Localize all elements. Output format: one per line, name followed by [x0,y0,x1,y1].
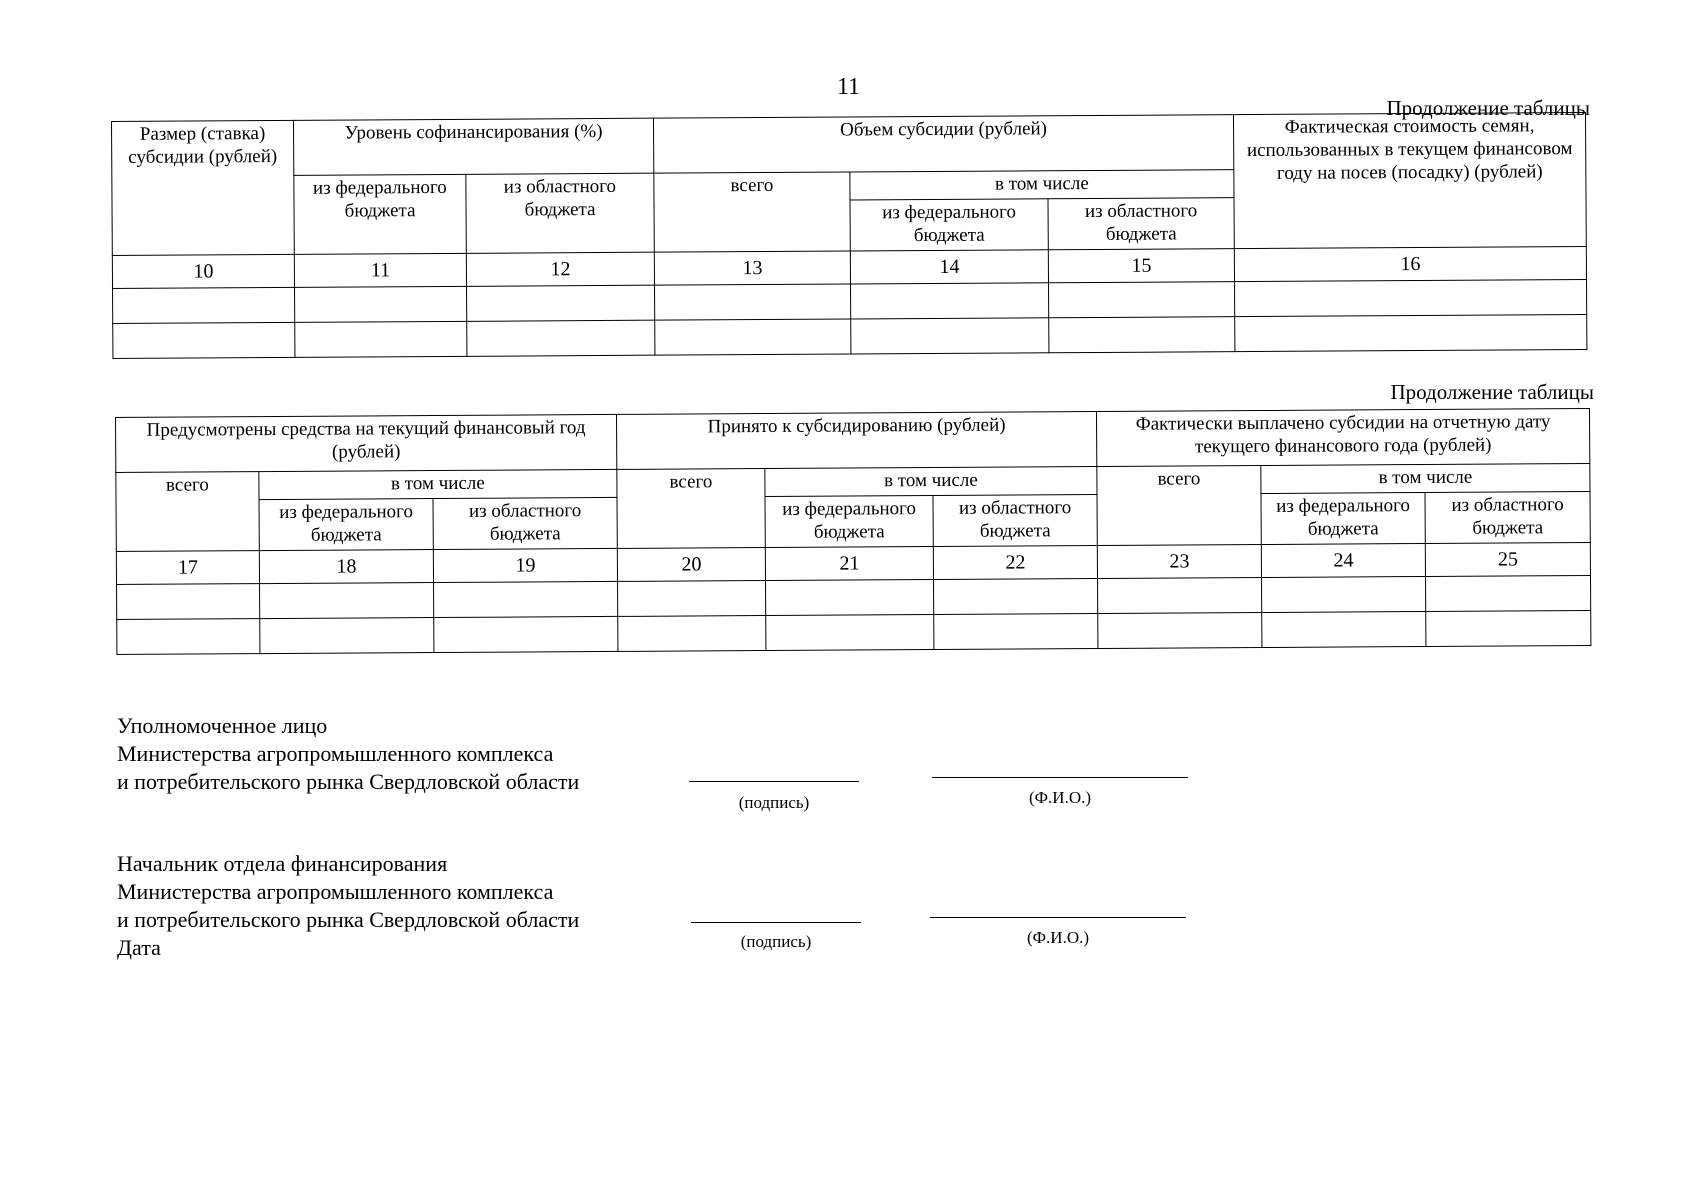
header-cofin-regional: из областного бюджета [466,173,654,253]
empty-cell [1098,577,1262,613]
header-paid-total: всего [1097,466,1261,546]
signature-text-line: Министерства агропромышленного комплекса [117,879,554,904]
empty-cell [655,319,851,355]
column-number: 19 [433,548,617,582]
header-cofin-federal: из федерального бюджета [294,174,466,254]
name-line[interactable] [930,917,1186,918]
header-volume-including: в том числе [850,170,1234,200]
empty-cell [467,320,655,356]
signature-caption: (подпись) [738,793,810,812]
empty-cell [117,618,260,654]
header-provided-including: в том числе [259,469,617,499]
empty-cell [1235,314,1587,351]
empty-cell [618,580,766,616]
empty-cell [1262,576,1426,612]
empty-cell [1049,316,1235,352]
signature-line[interactable] [689,781,859,782]
empty-cell [618,615,766,651]
header-provided-federal: из федерального бюджета [259,498,433,550]
column-number: 17 [116,550,259,584]
signature-text-line: Уполномоченное лицо [117,713,328,738]
header-paid-regional: из областного бюджета [1425,491,1590,543]
header-seed-cost: Фактическая стоимость семян, использованных в текущем финансовом году на посев (посадку) (рублей) [1233,112,1586,248]
column-number: 13 [654,251,850,285]
header-rate: Размер (ставка) субсидии (рублей) [112,120,295,255]
header-accepted-including: в том числе [765,467,1097,497]
name-line[interactable] [932,777,1188,778]
empty-cell [766,614,934,650]
empty-cell [467,285,655,321]
empty-cell [260,617,434,653]
header-accepted-regional: из областного бюджета [933,494,1097,546]
page-number: 11 [836,74,861,100]
header-volume-regional: из областного бюджета [1048,197,1234,249]
empty-cell [295,321,467,357]
continuation-label-1: Продолжение таблицы [1386,96,1590,120]
subsidy-table-2 [115,408,1591,655]
empty-cell [851,318,1049,354]
signature-block-authorized [117,712,579,796]
empty-cell [260,582,434,618]
column-number: 10 [112,254,294,288]
empty-cell [434,616,618,652]
column-number: 25 [1425,542,1590,576]
empty-cell [851,283,1049,319]
name-caption: (Ф.И.О.) [1026,928,1090,947]
empty-cell [1426,575,1591,611]
empty-cell [113,287,295,323]
header-volume-federal: из федерального бюджета [850,199,1048,251]
column-number: 15 [1048,248,1234,282]
empty-cell [113,322,295,358]
empty-cell [1262,611,1426,647]
header-volume-total: всего [654,172,850,252]
empty-cell [1049,281,1235,317]
empty-cell [295,286,467,322]
header-cofinancing: Уровень софинансирования (%) [293,118,653,175]
header-paid-including: в том числе [1261,463,1590,493]
header-accepted-federal: из федерального бюджета [765,495,933,547]
header-provided-total: всего [116,472,259,552]
name-caption: (Ф.И.О.) [1028,788,1092,807]
column-number: 18 [259,549,433,583]
header-accepted: Принято к субсидированию (рублей) [616,412,1096,470]
header-provided: Предусмотрены средства на текущий финансовый год (рублей) [116,414,617,472]
column-number: 22 [933,545,1097,579]
column-number: 20 [617,547,765,581]
header-accepted-total: всего [617,469,765,549]
empty-cell [117,583,260,619]
empty-cell [934,613,1098,649]
column-number: 16 [1234,246,1586,281]
signature-text-line: и потребительского рынка Свердловской области [117,907,580,932]
empty-cell [434,581,618,617]
header-paid-federal: из федерального бюджета [1261,492,1425,544]
subsidy-table-1 [111,112,1587,359]
empty-cell [1426,610,1591,646]
header-provided-regional: из областного бюджета [433,497,617,549]
column-number: 23 [1097,544,1261,578]
header-paid: Фактически выплачено субсидии на отчетную дату текущего финансового года (рублей) [1097,408,1590,466]
continuation-label-2: Продолжение таблицы [1390,380,1594,404]
header-volume: Объем субсидии (рублей) [653,115,1233,174]
column-number: 24 [1261,543,1425,577]
empty-cell [1098,612,1262,648]
signature-text-line: Начальник отдела финансирования [117,851,448,876]
signature-line[interactable] [691,922,861,923]
empty-cell [934,578,1098,614]
column-number: 14 [850,250,1048,284]
signature-text-line: Министерства агропромышленного комплекса [117,741,554,766]
signature-text-line: и потребительского рынка Свердловской области [117,769,580,794]
column-number: 21 [765,546,933,580]
empty-cell [766,579,934,615]
column-number: 11 [294,253,466,287]
column-number: 12 [466,252,654,286]
empty-cell [655,284,851,320]
date-label: Дата [117,935,161,960]
empty-cell [1235,279,1587,316]
signature-caption: (подпись) [740,932,812,951]
signature-block-finance-head [117,850,579,962]
